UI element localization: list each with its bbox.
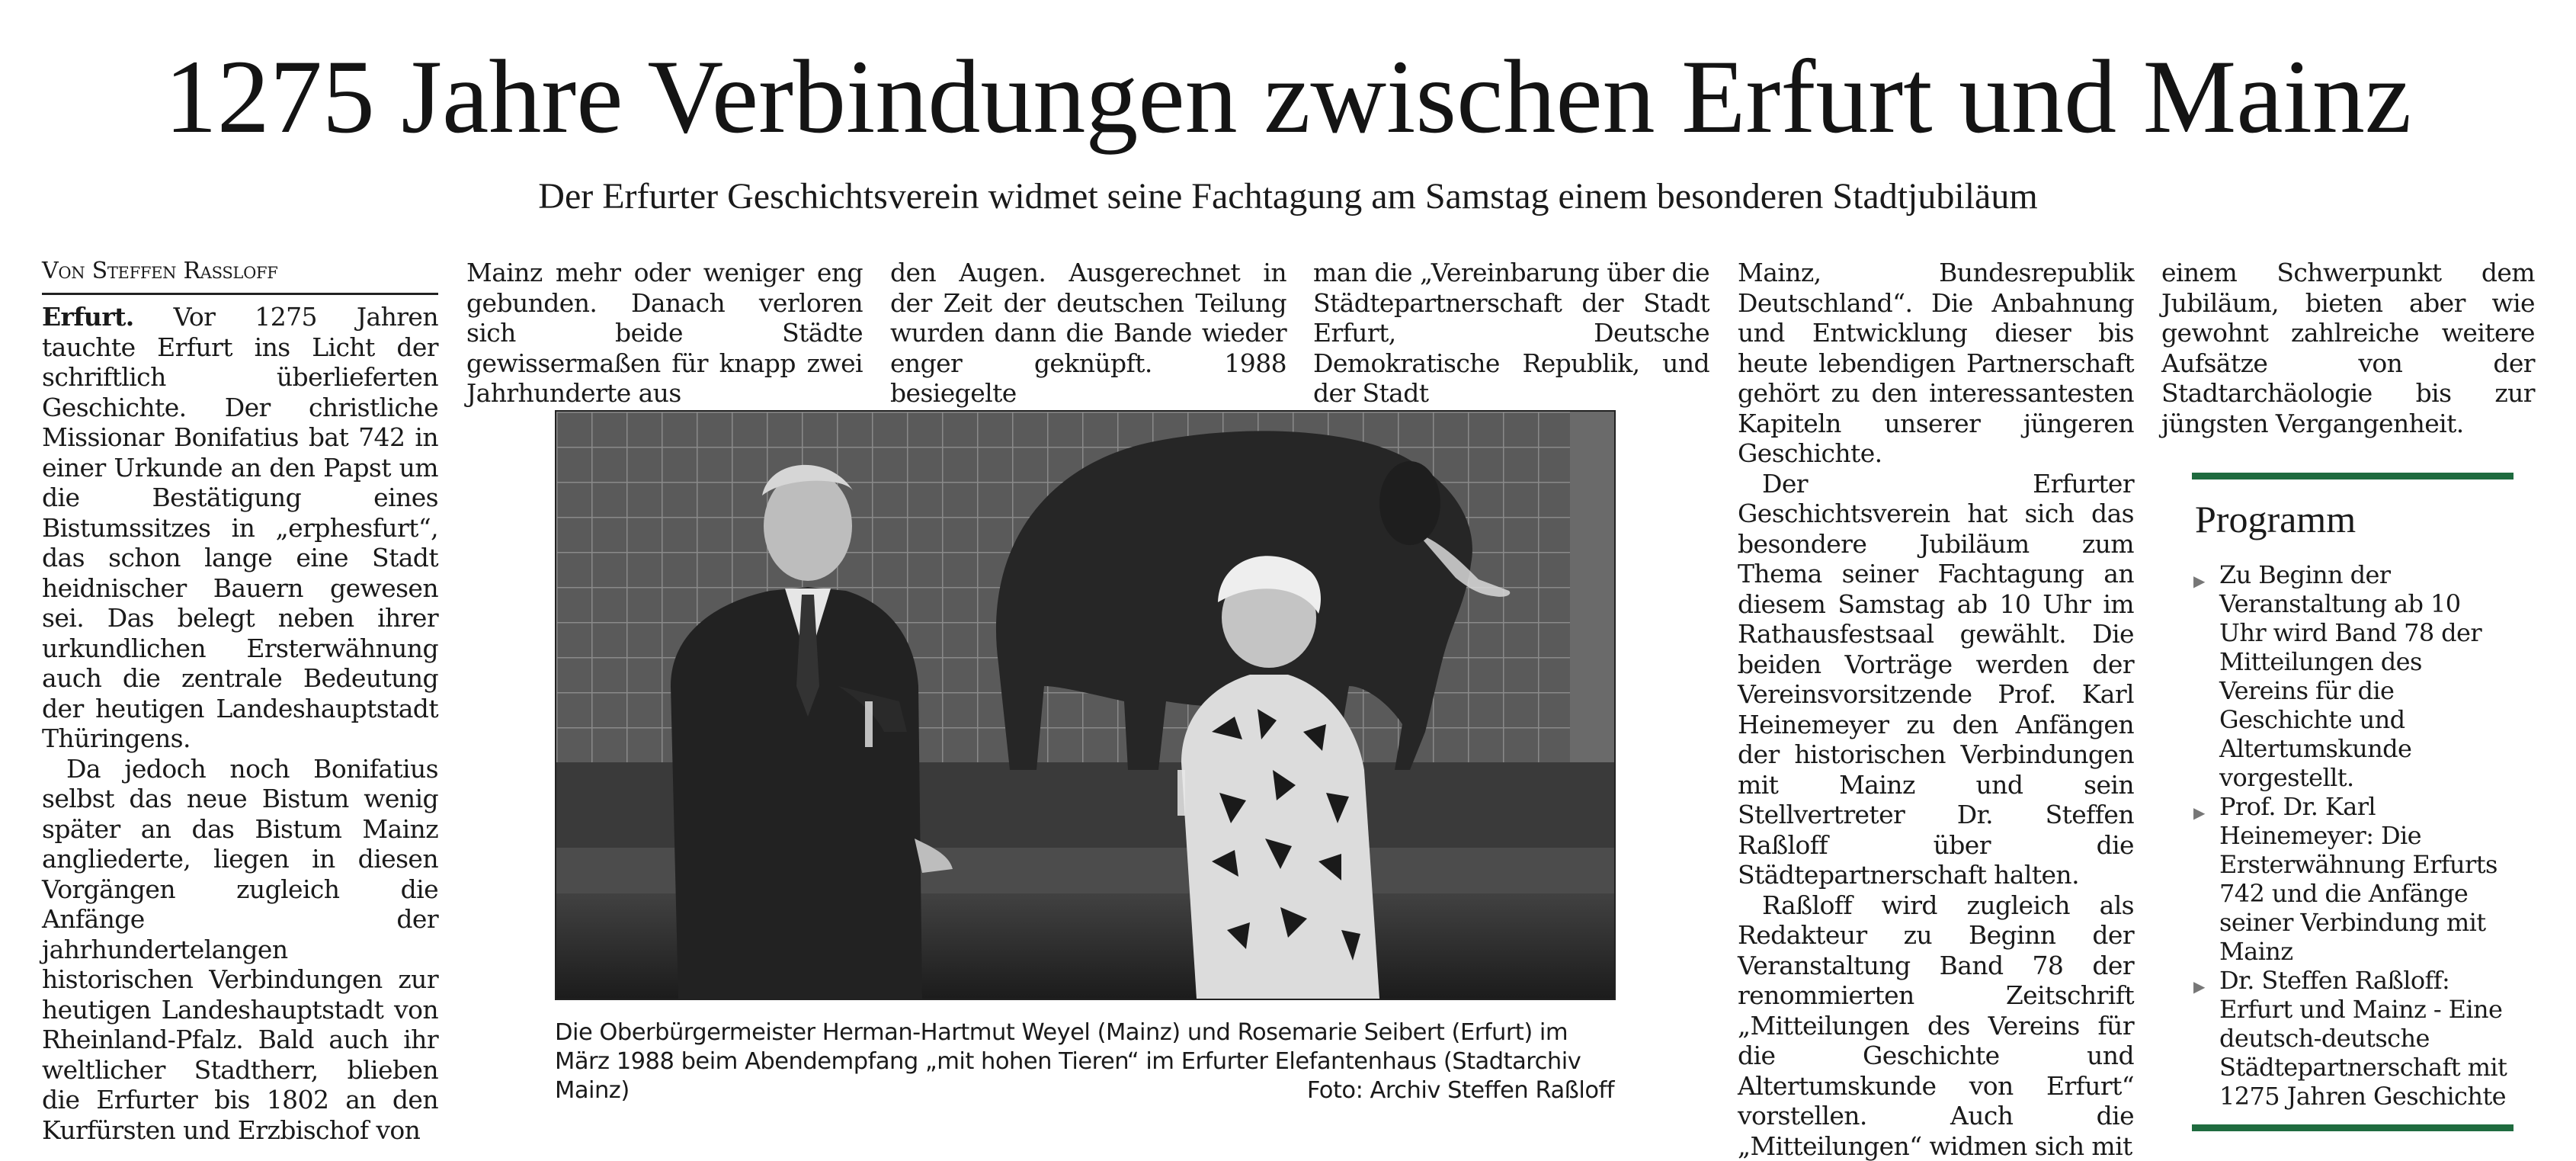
byline: Von Steffen Rassloff [42,258,278,284]
paragraph-6: Mainz, Bundesrepublik Deutschland“. Die Anbahnung und Entwicklung dieser bis heute lebendigen Partnerschaft gehört zu den interessantesten Kapiteln unserer jüngeren Geschichte. [1738,258,2134,468]
triangle-bullet-icon: ▶ [2193,572,2205,590]
article-column-1 [42,302,438,1145]
program-item [2192,560,2514,792]
paragraph-8: Raßloff wird zugleich als Redakteur zu Beginn der Veranstaltung Band 78 der renommierten Zeitschrift „Mitteilungen des Vereins für die Geschichte und Altertumskunde von Erfurt“ vorstellen. Auch die „Mitteilungen“ widmen sich mit [1738,890,2134,1161]
dateline: Erfurt. [42,302,134,332]
program-item-text: Zu Beginn der Veranstaltung ab 10 Uhr wird Band 78 der Mitteilungen des Vereins für die Geschichte und Altertumskunde vorgestellt. [2219,560,2482,792]
paragraph-5: man die „Vereinbarung über die Städtepartnerschaft der Stadt Erfurt, Deutsche Demokratische Republik, und der Stadt [1313,258,1709,408]
article-column-6 [2161,258,2535,438]
program-list [2192,560,2514,1111]
photo-illustration [556,412,1614,999]
article-column-5 [1738,258,2134,1161]
article-photo [555,410,1616,1000]
byline-rule [42,293,438,295]
paragraph-9: einem Schwerpunkt dem Jubiläum, bieten aber wie gewohnt zahlreiche weitere Aufsätze von der Stadtarchäologie bis zur jüngsten Vergangenheit. [2161,258,2535,438]
program-top-rule [2192,473,2514,479]
paragraph-7: Der Erfurter Geschichtsverein hat sich das besondere Jubiläum zum Thema seiner Fachtagung an diesem Samstag ab 10 Uhr im Rathausfestsaal gewählt. Die beiden Vorträge werden der Vereinsvorsitzende Prof. Karl Heinemeyer zu den Anfängen der historischen Verbindungen mit Mainz und sein Stellvertreter Dr. Steffen Raßloff über die Städtepartnerschaft halten. [1738,468,2134,890]
program-box [2192,473,2514,1131]
program-item-text: Prof. Dr. Karl Heinemeyer: Die Ersterwähnung Erfurts 742 und die Anfänge seiner Verbindung mit Mainz [2219,792,2498,966]
triangle-bullet-icon: ▶ [2193,803,2205,822]
photo-credit: Foto: Archiv Steffen Raßloff [1306,1077,1614,1104]
program-item-text: Dr. Steffen Raßloff: Erfurt und Mainz - Eine deutsch-deutsche Städtepartnerschaft mit 1275 Jahren Geschichte [2219,966,2507,1111]
paragraph-3: Mainz mehr oder weniger eng gebunden. Danach verloren sich beide Städte gewissermaßen für knapp zwei Jahrhunderte aus [466,258,863,408]
article-column-2 [466,258,863,409]
paragraph-1: Vor 1275 Jahren tauchte Erfurt ins Licht der schriftlich überlieferten Geschichte. Der christliche Missionar Bonifatius bat 742 in einer Urkunde an den Papst um die Bestätigung eines Bistumssitzes in „erphesfurt“, das schon lange eine Stadt heidnischer Bauern gewesen sei. Das belegt neben ihrer urkundlichen Ersterwähnung auch die zentrale Bedeutung der heutigen Landeshauptstadt Thüringens. [42,302,438,753]
caption-text: Die Oberbürgermeister Herman-Hartmut Weyel (Mainz) und Rosemarie Seibert (Erfurt) im März 1988 beim Abendempfang „mit hohen Tieren“ im Erfurter Elefantenhaus (Stadtarchiv Mainz) [555,1019,1581,1104]
article-column-4 [1313,258,1709,409]
subheadline: Der Erfurter Geschichtsverein widmet seine Fachtagung am Samstag einem besonderen Stadtjubiläum [538,176,2038,216]
triangle-bullet-icon: ▶ [2193,977,2205,996]
article-column-3 [890,258,1286,409]
program-item [2192,792,2514,966]
paragraph-4: den Augen. Ausgerechnet in der Zeit der deutschen Teilung wurden dann die Bande wieder enger geknüpft. 1988 besiegelte [890,258,1286,408]
photo-caption [555,1018,1614,1105]
program-title: Programm [2195,498,2357,540]
program-bottom-rule [2192,1124,2514,1131]
headline: 1275 Jahre Verbindungen zwischen Erfurt und Mainz [164,38,2412,155]
paragraph-2: Da jedoch noch Bonifatius selbst das neue Bistum wenig später an das Bistum Mainz angliederte, liegen in diesen Vorgängen zugleich die Anfänge der jahrhundertelangen historischen Verbindungen zur heutigen Landeshauptstadt von Rheinland-Pfalz. Bald auch ihr weltlicher Stadtherr, blieben die Erfurter bis 1802 an den Kurfürsten und Erzbischof von [42,753,438,1145]
program-item [2192,966,2514,1111]
